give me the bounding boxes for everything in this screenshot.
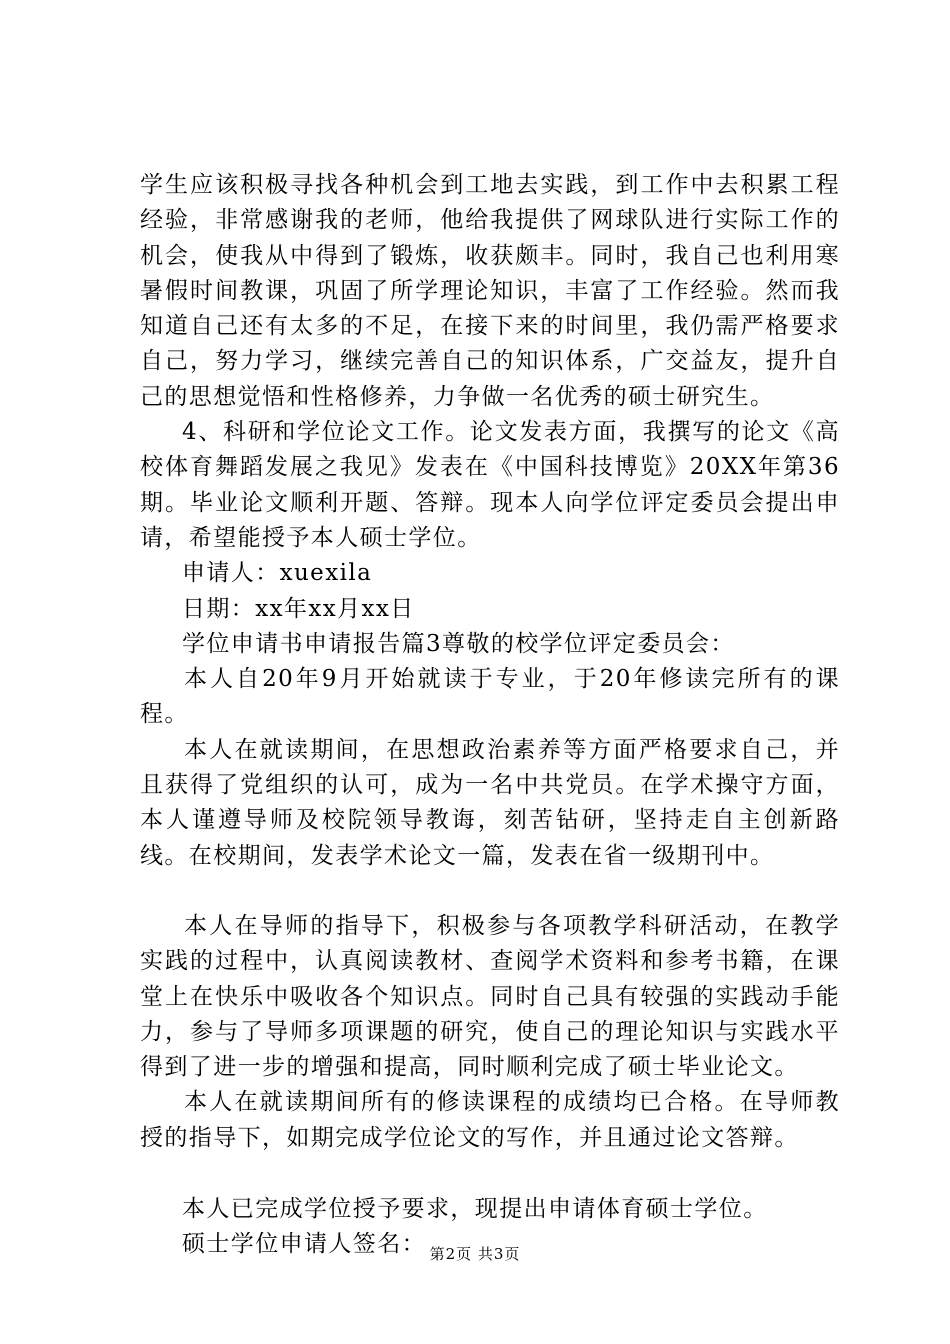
paragraph-teaching: 本人在导师的指导下，积极参与各项教学科研活动，在教学实践的过程中，认真阅读教材、查阅学术资料和参考书籍，在课堂上在快乐中吸收各个知识点。同时自己具有较强的实践动手能力，参与了导师多项课题的研究，使自己的理论知识与实践水平得到了进一步的增强和提高，同时顺利完成了硕士毕业论文。 xyxy=(140,912,840,1081)
applicant-line: 申请人：xuexila xyxy=(182,560,373,587)
paragraph-practice: 学生应该积极寻找各种机会到工地去实践，到工作中去积累工程经验，非常感谢我的老师，他给我提供了网球队进行实际工作的机会，使我从中得到了锻炼，收获颇丰。同时，我自己也利用寒暑假时间教课，巩固了所学理论知识，丰富了工作经验。然而我知道自己还有太多的不足，在接下来的时间里，我仍需严格要求自己，努力学习，继续完善自己的知识体系，广交益友，提升自己的思想觉悟和性格修养，力争做一名优秀的硕士研究生。 xyxy=(140,172,840,410)
page-number: 第2页 共3页 xyxy=(429,1245,521,1263)
paragraph-conduct: 本人在就读期间，在思想政治素养等方面严格要求自己，并且获得了党组织的认可，成为一名中共党员。在学术操守方面，本人谨遵导师及校院领导教诲，刻苦钻研，坚持走自主创新路线。在校期间，发表学术论文一篇，发表在省一级期刊中。 xyxy=(140,736,840,869)
paragraph-request: 本人已完成学位授予要求，现提出申请体育硕士学位。 xyxy=(182,1196,768,1223)
date-line: 日期：xx年xx月xx日 xyxy=(182,595,415,622)
section-heading: 学位申请书申请报告篇3尊敬的校学位评定委员会： xyxy=(182,630,735,657)
signature-line: 硕士学位申请人签名： xyxy=(182,1231,426,1258)
paragraph-grades: 本人在就读期间所有的修读课程的成绩均已合格。在导师教授的指导下，如期完成学位论文的写作，并且通过论文答辩。 xyxy=(140,1089,840,1151)
paragraph-enrollment: 本人自20年9月开始就读于专业，于20年修读完所有的课程。 xyxy=(140,666,840,728)
paragraph-research: 4、科研和学位论文工作。论文发表方面，我撰写的论文《高校体育舞蹈发展之我见》发表在《中国科技博览》20XX年第36期。毕业论文顺利开题、答辩。现本人向学位评定委员会提出申请，希望能授予本人硕士学位。 xyxy=(140,419,840,551)
document-body xyxy=(140,168,840,1263)
